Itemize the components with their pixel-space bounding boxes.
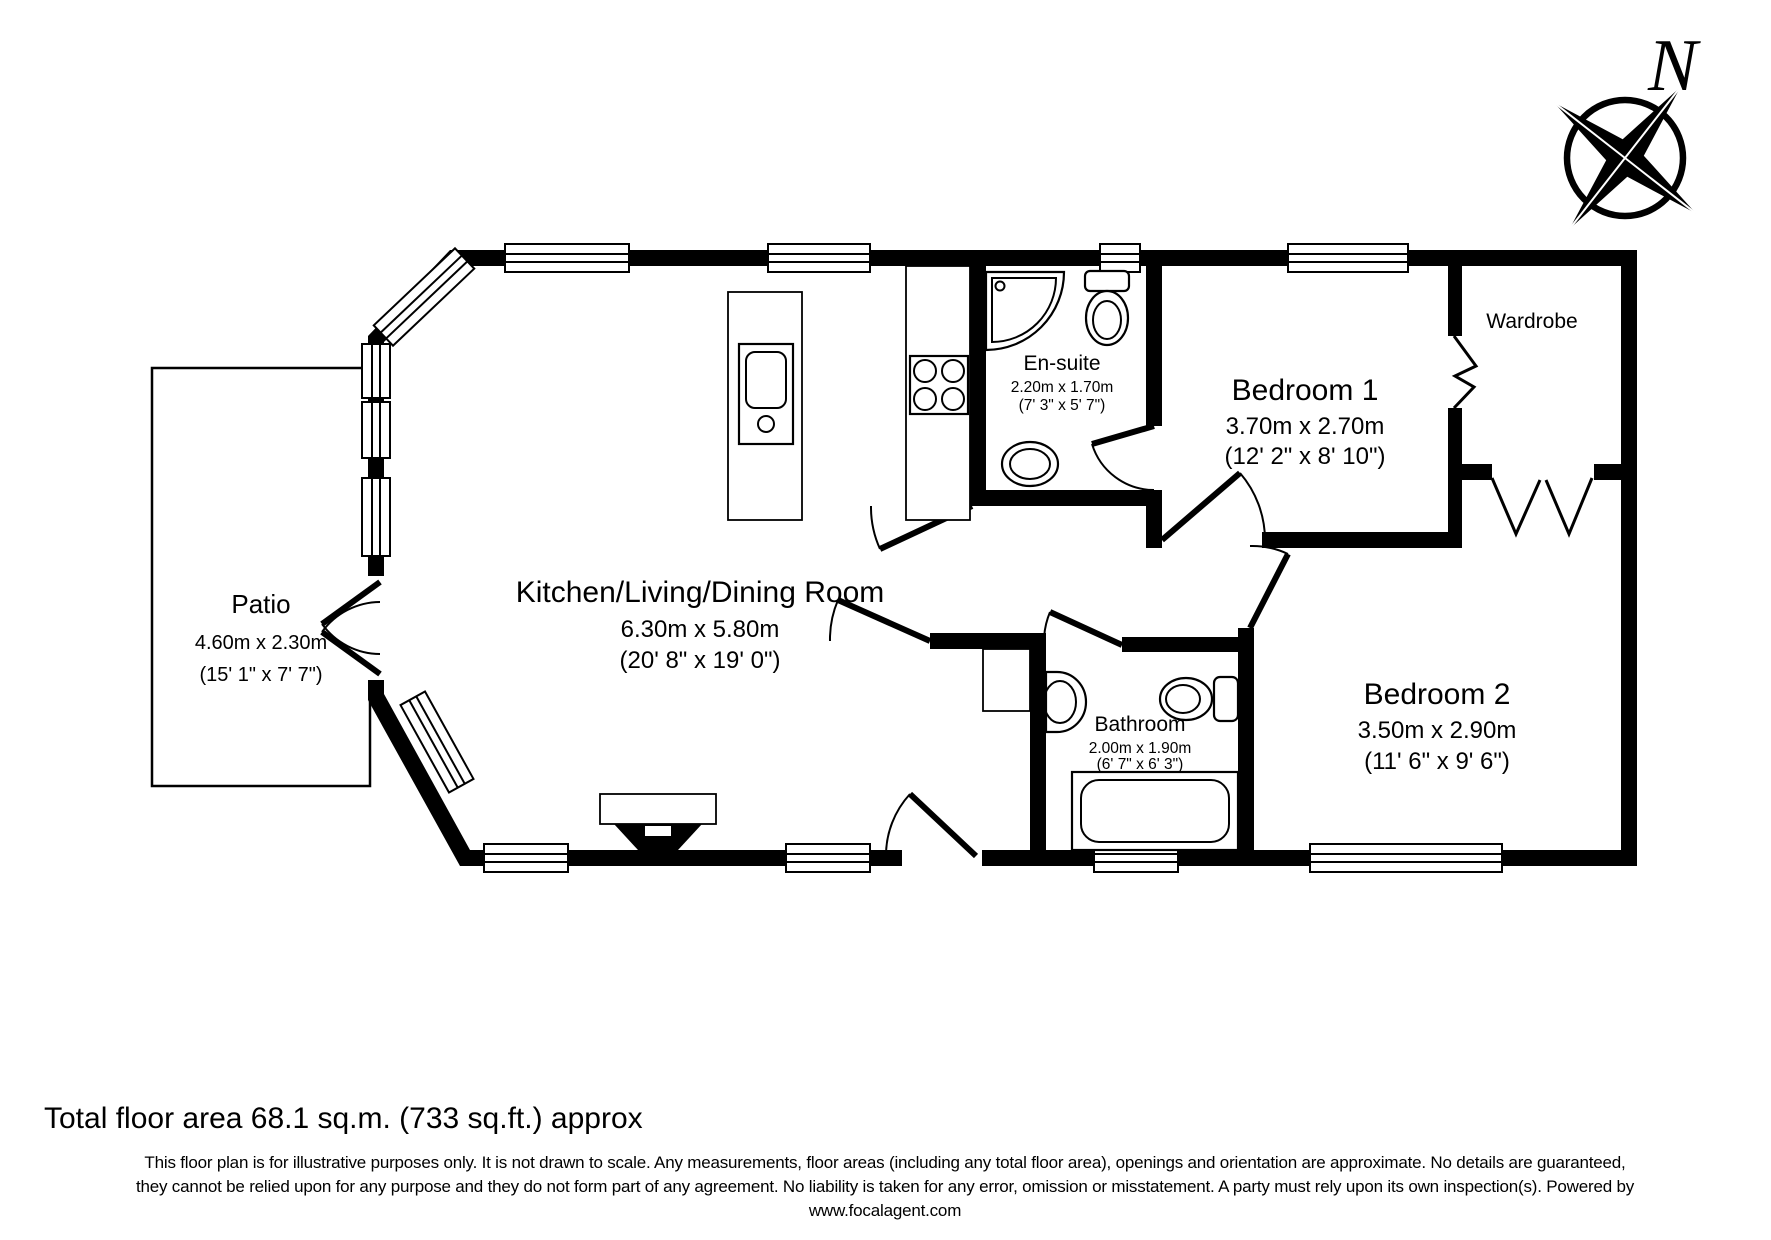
bedroom1-dim-imperial: (12' 2" x 8' 10") bbox=[1224, 443, 1386, 470]
window-left-1 bbox=[362, 344, 390, 398]
window-bottom-1 bbox=[484, 844, 568, 872]
ensuite-door bbox=[1092, 426, 1154, 490]
wardrobe-label: Wardrobe bbox=[1486, 310, 1578, 333]
bedroom1-dim-metric: 3.70m x 2.70m bbox=[1225, 413, 1385, 440]
ensuite-label: En-suite bbox=[1023, 352, 1101, 375]
patio-label: Patio bbox=[231, 589, 291, 619]
bathroom-dim-metric: 2.00m x 1.90m bbox=[1088, 740, 1192, 757]
wardrobe-bottom-wall-right bbox=[1594, 464, 1621, 480]
window-top-2 bbox=[768, 244, 870, 272]
disclaimer-line-3: www.focalagent.com bbox=[808, 1201, 962, 1220]
kitchen-dim-metric: 6.30m x 5.80m bbox=[620, 616, 780, 643]
bathroom-label: Bathroom bbox=[1094, 713, 1186, 736]
bathroom-door bbox=[1044, 612, 1122, 645]
window-top-4 bbox=[1288, 244, 1408, 272]
fireplace-icon bbox=[600, 794, 716, 850]
window-bottom-2 bbox=[786, 844, 870, 872]
bathroom-basin-icon bbox=[1044, 672, 1086, 732]
ensuite-bottom-wall bbox=[970, 490, 1162, 506]
window-bottom-4 bbox=[1310, 844, 1502, 872]
patio-dim-metric: 4.60m x 2.30m bbox=[194, 632, 328, 654]
patio-outline bbox=[152, 368, 370, 786]
bedroom2-label: Bedroom 2 bbox=[1363, 678, 1511, 711]
hall-corner-stub bbox=[1146, 490, 1162, 548]
wardrobe-left-wall-lower bbox=[1448, 408, 1462, 468]
window-top-chamfer bbox=[374, 248, 475, 345]
hob-icon bbox=[910, 356, 968, 414]
ensuite-basin-icon bbox=[1002, 442, 1058, 486]
bedroom2-closet-door-left bbox=[1492, 478, 1540, 534]
footer bbox=[44, 1102, 1635, 1220]
window-top-3 bbox=[1100, 244, 1140, 272]
bathtub-icon bbox=[1072, 772, 1238, 850]
wardrobe-bottom-wall-left bbox=[1462, 464, 1492, 480]
window-top-1 bbox=[505, 244, 629, 272]
window-left-2 bbox=[362, 402, 390, 458]
bedroom1-left-wall bbox=[1146, 266, 1162, 426]
bedroom2-door bbox=[1250, 546, 1288, 628]
ensuite-dim-metric: 2.20m x 1.70m bbox=[1010, 379, 1114, 396]
bedroom1-door bbox=[1162, 473, 1265, 540]
disclaimer-line-2: they cannot be relied upon for any purpose and they do not form part of any agreement. No liability is taken for any error, omission or misstatement. A party must rely upon its own inspection(s). Powered by bbox=[135, 1177, 1635, 1196]
disclaimer-line-1: This floor plan is for illustrative purposes only. It is not drawn to scale. Any measurements, floor areas (including any total floor area), openings and orientation are approximate. No details are guaranteed, bbox=[144, 1153, 1626, 1172]
ensuite-dim-imperial: (7' 3" x 5' 7") bbox=[1018, 397, 1106, 414]
bathroom-top-right-wall bbox=[1122, 637, 1254, 652]
kitchen-sink-icon bbox=[739, 344, 793, 444]
wardrobe-left-wall-upper bbox=[1448, 266, 1462, 336]
patio-dim-imperial: (15' 1" x 7' 7") bbox=[199, 664, 323, 686]
bedroom2-closet-door-right bbox=[1546, 478, 1592, 534]
total-floor-area: Total floor area 68.1 sq.m. (733 sq.ft.) approx bbox=[44, 1102, 643, 1135]
bedroom2-left-wall bbox=[1238, 628, 1254, 850]
bedroom1-bottom-wall bbox=[1262, 532, 1448, 548]
hall-cupboard bbox=[983, 649, 1030, 711]
bedroom2-dim-imperial: (11' 6" x 9' 6") bbox=[1364, 748, 1510, 775]
corner-shower-icon bbox=[986, 272, 1064, 350]
window-left-3 bbox=[362, 478, 390, 556]
compass-north-label: N bbox=[1648, 25, 1698, 107]
bathroom-dim-imperial: (6' 7" x 6' 3") bbox=[1096, 756, 1184, 773]
bedroom2-dim-metric: 3.50m x 2.90m bbox=[1357, 717, 1517, 744]
kitchen-dim-imperial: (20' 8" x 19' 0") bbox=[619, 647, 781, 674]
bedroom1-label: Bedroom 1 bbox=[1231, 374, 1379, 407]
ensuite-toilet-icon bbox=[1085, 271, 1129, 345]
ensuite-left-wall bbox=[970, 266, 986, 506]
wardrobe-connector-wall bbox=[1448, 464, 1462, 548]
kitchen-label: Kitchen/Living/Dining Room bbox=[515, 576, 885, 609]
compass-rose-icon bbox=[1499, 25, 1752, 284]
wardrobe-bifold-door bbox=[1454, 336, 1476, 408]
bathroom-top-left-wall bbox=[930, 633, 1046, 649]
bathroom-left-wall bbox=[1030, 633, 1046, 850]
